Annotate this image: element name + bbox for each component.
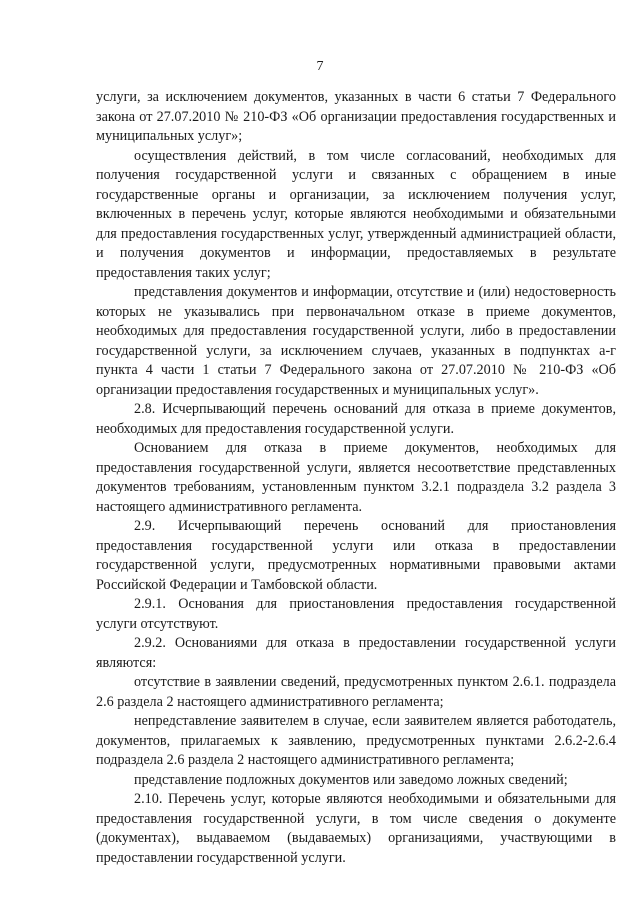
clause-2-9-2: 2.9.2. Основаниями для отказа в предоставлении государственной услуги являются: bbox=[96, 635, 616, 671]
section-heading-2-10: 2.10. Перечень услуг, которые являются необходимыми и обязательными для предоставления государственной услуги, в том числе сведения о документе (документах), выдаваемом (выдаваемых) организациями, участвующими в предоставлении государственной услуги. bbox=[96, 791, 616, 866]
clause-2-9-1: 2.9.1. Основания для приостановления предоставления государственной услуги отсутствуют. bbox=[96, 596, 616, 632]
paragraph: услуги, за исключением документов, указанных в части 6 статьи 7 Федерального закона от 27.07.2010 № 210-ФЗ «Об организации предоставления государственных и муниципальных услуг»; bbox=[96, 89, 616, 144]
paragraph: Основанием для отказа в приеме документов, необходимых для предоставления государственной услуги, является несоответствие представленных документов требованиям, установленным пунктом 3.2.1 подраздела 3.2 раздела 3 настоящего административного регламента. bbox=[96, 440, 616, 515]
section-heading-2-8: 2.8. Исчерпывающий перечень оснований для отказа в приеме документов, необходимых для предоставления государственной услуги. bbox=[96, 401, 616, 437]
page-number: 7 bbox=[316, 59, 324, 74]
document-body bbox=[96, 88, 616, 868]
paragraph: осуществления действий, в том числе согласований, необходимых для получения государственной услуги и связанных с обращением в иные государственные органы и организации, за исключением получения услуг, включенных в перечень услуг, которые являются необходимыми и обязательными для предоставления государственных услуг, утвержденный администрацией области, и получения документов и информации, предоставляемых в результате предоставления таких услуг; bbox=[96, 147, 616, 281]
section-heading-2-9: 2.9. Исчерпывающий перечень оснований для приостановления предоставления государственной услуги или отказа в предоставлении государственной услуги, предусмотренных нормативными правовыми актами Российской Федерации и Тамбовской области. bbox=[96, 518, 616, 593]
list-item: непредставление заявителем в случае, если заявителем является работодатель, документов, прилагаемых к заявлению, предусмотренных пунктами 2.6.2-2.6.4 подраздела 2.6 раздела 2 настоящего административного регламента; bbox=[96, 713, 616, 768]
paragraph: представления документов и информации, отсутствие и (или) недостоверность которых не указывались при первоначальном отказе в приеме документов, необходимых для предоставления государственной услуги, либо в предоставлении государственной услуги, за исключением случаев, указанных в подпунктах а-г пункта 4 части 1 статьи 7 Федерального закона от 27.07.2010 № 210-ФЗ «Об организации предоставления государственных и муниципальных услуг». bbox=[96, 284, 616, 398]
list-item: представление подложных документов или заведомо ложных сведений; bbox=[134, 771, 568, 788]
list-item: отсутствие в заявлении сведений, предусмотренных пунктом 2.6.1. подраздела 2.6 раздела 2 настоящего административного регламента; bbox=[96, 674, 616, 710]
